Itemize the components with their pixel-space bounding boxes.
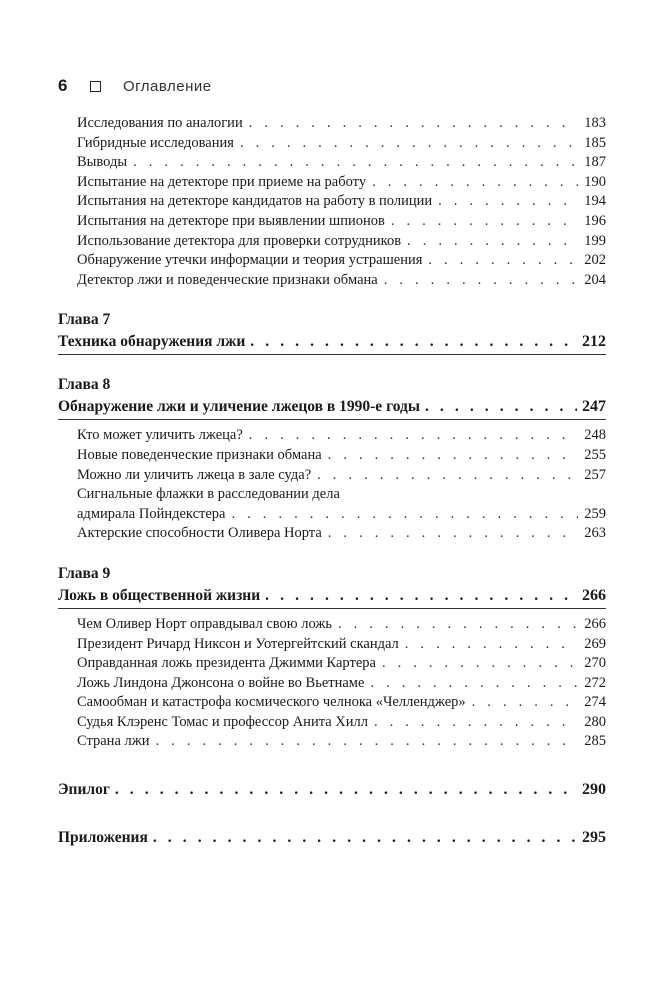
toc-entry[interactable]: Можно ли уличить лжеца в зале суда? . . . 257 (77, 466, 606, 486)
toc-entry[interactable]: Детектор лжи и поведенческие признаки обмана . . . 204 (77, 271, 606, 291)
appendix-title[interactable]: Приложения . . . 295 (58, 826, 606, 850)
toc-entry[interactable]: Испытание на детекторе при приеме на работу . . . 190 (77, 173, 606, 193)
chapter-8 (58, 374, 606, 544)
intro-entries (58, 114, 606, 290)
toc-entry[interactable]: адмирала Пойндекстера . . . 259 (77, 505, 606, 525)
page-header (58, 76, 212, 96)
chapter-label: Глава 9 (58, 564, 111, 582)
toc-entry[interactable]: Новые поведенческие признаки обмана . . . 255 (77, 446, 606, 466)
running-title: Оглавление (123, 77, 212, 95)
toc-entry[interactable]: Испытания на детекторе при выявлении шпионов . . . 196 (77, 212, 606, 232)
toc-entry[interactable]: Судья Клэренс Томас и профессор Анита Хилл . . . 280 (77, 713, 606, 733)
toc-entry[interactable]: Испытания на детекторе кандидатов на работу в полиции . . . 194 (77, 192, 606, 212)
toc-entry[interactable]: Оправданная ложь президента Джимми Картера . . . 270 (77, 654, 606, 674)
toc-entry-line1[interactable]: Сигнальные флажки в расследовании дела (77, 486, 340, 503)
chapter-9 (58, 563, 606, 752)
epilogue (58, 778, 606, 802)
toc-entry[interactable]: Использование детектора для проверки сотрудников . . . 199 (77, 232, 606, 252)
chapter-title[interactable]: Ложь в общественной жизни . . . 266 (58, 584, 606, 609)
toc-entry[interactable]: Обнаружение утечки информации и теория устрашения . . . 202 (77, 251, 606, 271)
toc-entry[interactable]: Выводы . . . 187 (77, 153, 606, 173)
page-number: 6 (58, 76, 68, 95)
epilogue-title[interactable]: Эпилог . . . 290 (58, 778, 606, 802)
square-bullet-icon (90, 81, 101, 92)
appendix (58, 826, 606, 850)
toc-entry[interactable]: Самообман и катастрофа космического челнока «Челленджер» . . . 274 (77, 693, 606, 713)
toc-entry[interactable]: Страна лжи . . . 285 (77, 732, 606, 752)
toc-entry[interactable]: Чем Оливер Норт оправдывал свою ложь . . . 266 (77, 615, 606, 635)
toc-entry[interactable]: Президент Ричард Никсон и Уотергейтский скандал . . . 269 (77, 635, 606, 655)
toc-entry[interactable]: Актерские способности Оливера Норта . . . 263 (77, 524, 606, 544)
chapter-label: Глава 8 (58, 376, 111, 394)
table-of-contents (58, 114, 606, 869)
toc-entry[interactable]: Гибридные исследования . . . 185 (77, 134, 606, 154)
chapter-title[interactable]: Обнаружение лжи и уличение лжецов в 1990-е годы . . . 247 (58, 395, 606, 420)
toc-entry[interactable]: Исследования по аналогии . . . 183 (77, 114, 606, 134)
toc-entry[interactable]: Ложь Линдона Джонсона о войне во Вьетнаме . . . 272 (77, 674, 606, 694)
chapter-title[interactable]: Техника обнаружения лжи . . . 212 (58, 330, 606, 355)
chapter-7 (58, 309, 606, 355)
toc-entry[interactable]: Кто может уличить лжеца? . . . 248 (77, 426, 606, 446)
chapter-label: Глава 7 (58, 311, 111, 329)
